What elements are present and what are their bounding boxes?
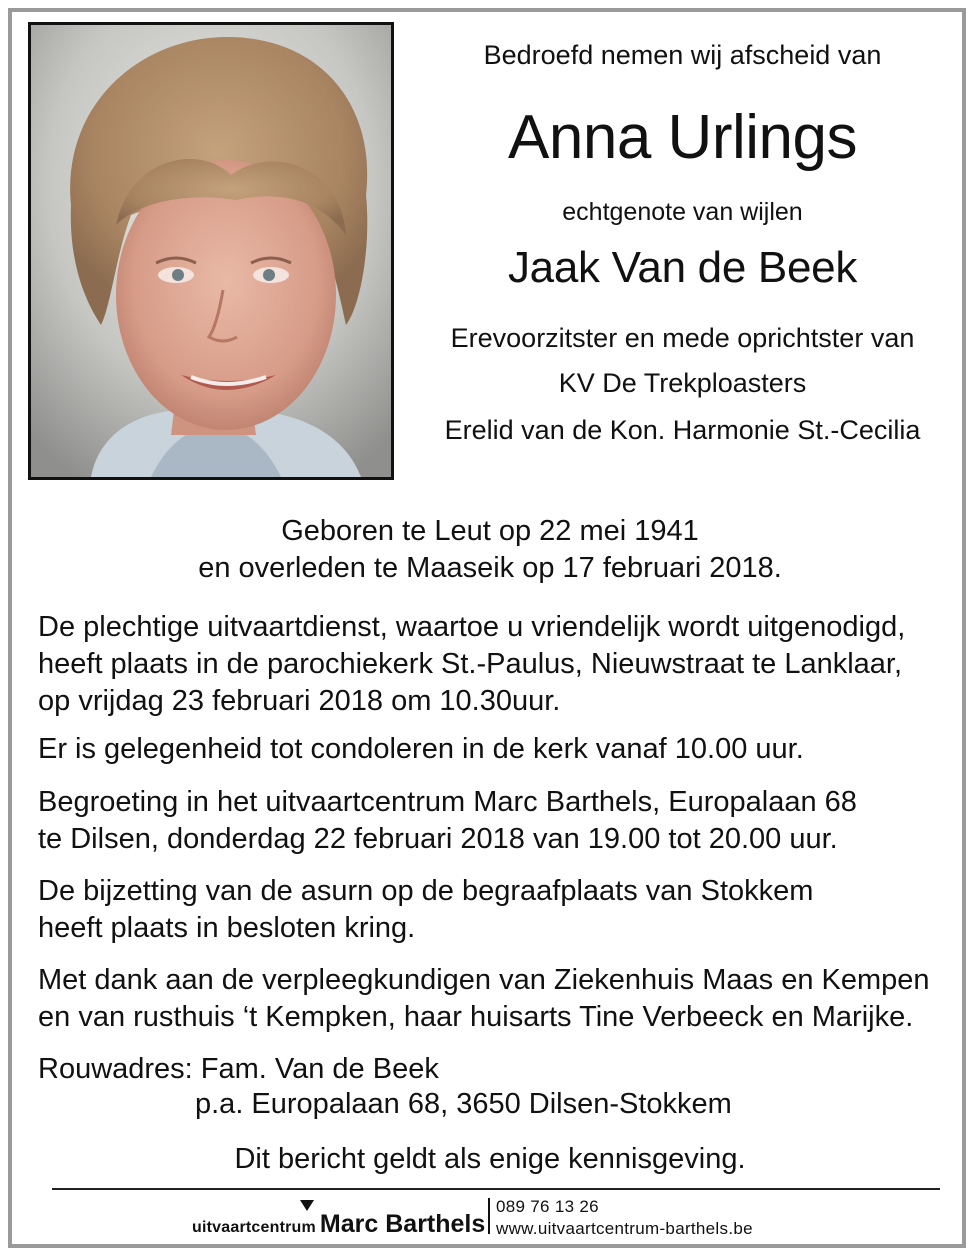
footer-separator — [488, 1198, 490, 1234]
header-block — [400, 0, 965, 470]
condolence-paragraph — [38, 731, 943, 768]
thanks-paragraph — [38, 962, 943, 1036]
burial-paragraph — [38, 873, 943, 947]
spouse-name: Jaak Van de Beek — [507, 243, 858, 292]
birth-line: Geboren te Leut op 22 mei 1941 — [281, 515, 699, 547]
greeting-paragraph — [38, 784, 943, 858]
paragraph-line: De plechtige uitvaartdienst, waartoe u vriendelijk wordt uitgenodigd, — [38, 611, 906, 643]
website-url: www.uitvaartcentrum-barthels.be — [496, 1219, 753, 1238]
closing-line: Dit bericht geldt als enige kennisgeving. — [234, 1143, 746, 1175]
funeral-paragraph — [38, 609, 943, 720]
brand-prefix: uitvaartcentrum — [192, 1219, 316, 1236]
paragraph-line: De bijzetting van de asurn op de begraafplaats van Stokkem — [38, 875, 814, 907]
address-paragraph — [38, 1051, 943, 1088]
footer-divider — [52, 1188, 940, 1190]
death-line: en overleden te Maaseik op 17 februari 2018. — [198, 552, 782, 584]
address-line: Rouwadres: Fam. Van de Beek — [38, 1053, 439, 1085]
paragraph-line: en van rusthuis ‘t Kempken, haar huisarts Tine Verbeeck en Marijke. — [38, 1001, 914, 1033]
paragraph-line: Begroeting in het uitvaartcentrum Marc Barthels, Europalaan 68 — [38, 786, 857, 818]
paragraph-line: heeft plaats in de parochiekerk St.-Paulus, Nieuwstraat te Lanklaar, — [38, 648, 903, 680]
role-line: Erelid van de Kon. Harmonie St.-Cecilia — [444, 415, 921, 445]
footer-contact — [496, 1196, 753, 1240]
paragraph-line: Er is gelegenheid tot condoleren in de kerk vanaf 10.00 uur. — [38, 733, 804, 765]
paragraph-line: heeft plaats in besloten kring. — [38, 912, 416, 944]
address-line: p.a. Europalaan 68, 3650 Dilsen-Stokkem — [195, 1088, 732, 1120]
funeral-home-logo — [192, 1210, 485, 1239]
brand-name: Marc Barthels — [319, 1210, 486, 1238]
deceased-name: Anna Urlings — [508, 103, 857, 172]
role-line: Erevoorzitster en mede oprichtster van — [450, 323, 915, 353]
paragraph-line: te Dilsen, donderdag 22 februari 2018 van 19.00 tot 20.00 uur. — [38, 823, 838, 855]
role-line: KV De Trekploasters — [558, 368, 807, 398]
intro-line: Bedroefd nemen wij afscheid van — [483, 40, 882, 70]
paragraph-line: Met dank aan de verpleegkundigen van Ziekenhuis Maas en Kempen — [38, 964, 930, 996]
portrait-photo — [28, 22, 394, 480]
phone-number: 089 76 13 26 — [496, 1197, 599, 1216]
spouse-intro: echtgenote van wijlen — [562, 198, 803, 226]
paragraph-line: op vrijdag 23 februari 2018 om 10.30uur. — [38, 685, 561, 717]
